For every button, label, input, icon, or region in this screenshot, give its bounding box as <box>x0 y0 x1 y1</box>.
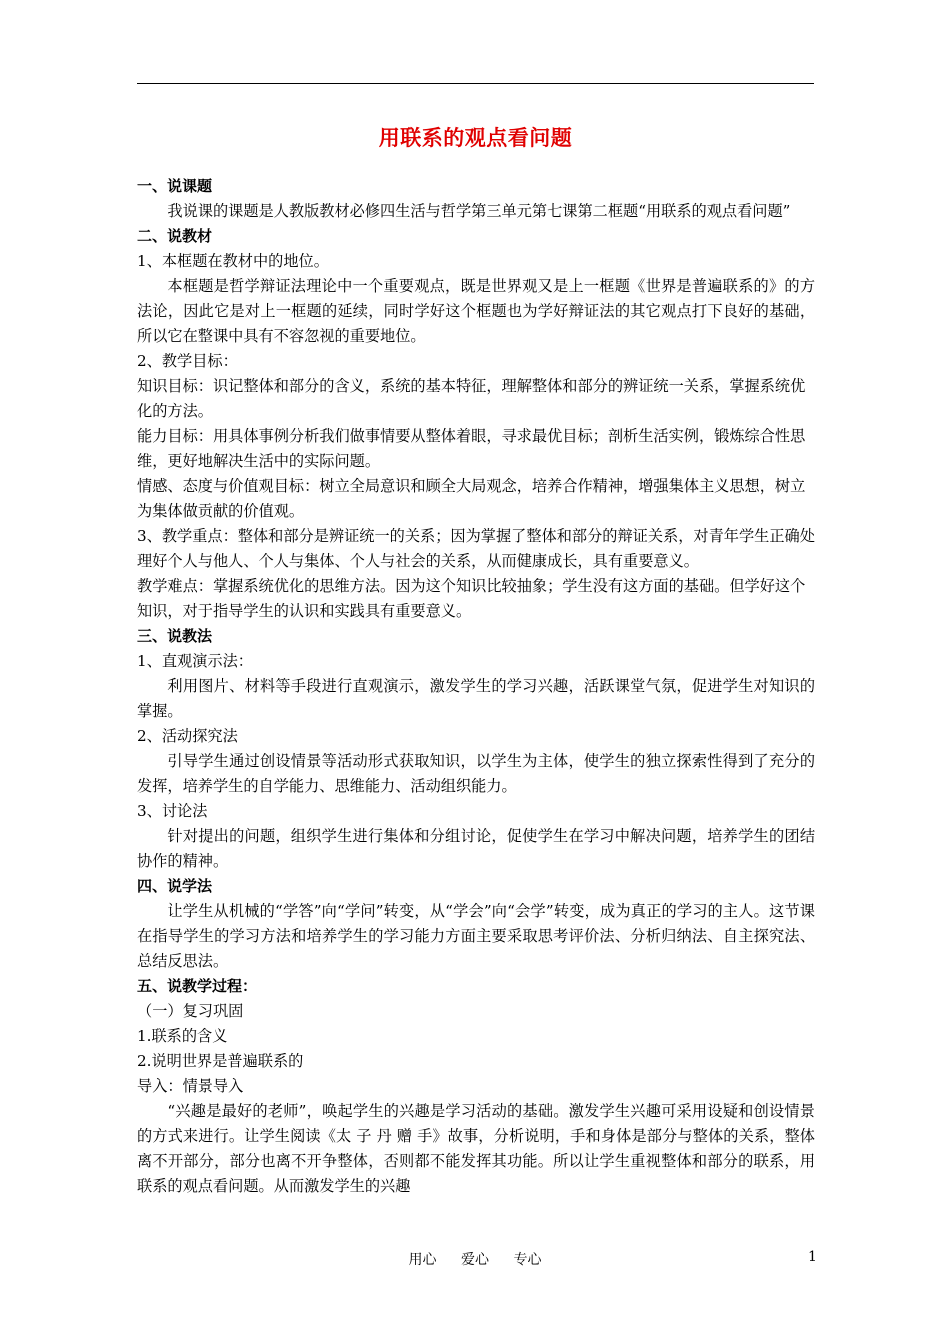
paragraph: 2、教学目标： <box>137 352 238 370</box>
footer-item: 爱心 <box>461 1252 489 1268</box>
section-heading: 三、说教法 <box>137 627 213 645</box>
paragraph: 利用图片、材料等手段进行直观演示，激发学生的学习兴趣，活跃课堂气氛，促进学生对知识的掌握。 <box>137 677 815 720</box>
paragraph: 1、直观演示法： <box>137 652 253 670</box>
paragraph: 针对提出的问题，组织学生进行集体和分组讨论，促使学生在学习中解决问题，培养学生的团结协作的精神。 <box>137 827 815 870</box>
paragraph: 本框题是哲学辩证法理论中一个重要观点，既是世界观又是上一框题《世界是普遍联系的》的方法论，因此它是对上一框题的延续，同时学好这个框题也为学好辩证法的其它观点打下良好的基础，所以它在整课中具有不容忽视的重要地位。 <box>137 277 815 345</box>
paragraph: “兴趣是最好的老师”，唤起学生的兴趣是学习活动的基础。激发学生兴趣可采用设疑和创设情景的方式来进行。让学生阅读《太 子 丹 赠 手》故事，分析说明，手和身体是部分与整体的关系，整体离不开部分，部分也离不开争整体，否则都不能发挥其功能。所以让学生重视整体和部分的联系，用联系的观点看问题。从而激发学生的兴趣 <box>137 1102 815 1195</box>
paragraph: 情感、态度与价值观目标：树立全局意识和顾全大局观念，培养合作精神，增强集体主义思想，树立为集体做贡献的价值观。 <box>137 477 806 520</box>
paragraph: 知识目标：识记整体和部分的含义，系统的基本特征，理解整体和部分的辨证统一关系，掌握系统优化的方法。 <box>137 377 806 420</box>
paragraph: 2.说明世界是普遍联系的 <box>137 1052 304 1070</box>
paragraph: 我说课的课题是人教版教材必修四生活与哲学第三单元第七课第二框题“用联系的观点看问题” <box>167 202 791 220</box>
footer-item: 专心 <box>513 1252 542 1268</box>
paragraph: 能力目标：用具体事例分析我们做事情要从整体着眼，寻求最优目标；剖析生活实例，锻炼综合性思维，更好地解决生活中的实际问题。 <box>137 427 806 470</box>
paragraph: 3、讨论法 <box>137 802 208 820</box>
paragraph: 1.联系的含义 <box>137 1027 228 1045</box>
paragraph: 2、活动探究法 <box>137 727 238 745</box>
paragraph: 教学难点：掌握系统优化的思维方法。因为这个知识比较抽象；学生没有这方面的基础。但学好这个知识，对于指导学生的认识和实践具有重要意义。 <box>137 577 806 620</box>
header-rule <box>137 83 814 84</box>
section-heading: 一、说课题 <box>137 177 213 195</box>
paragraph: （一）复习巩固 <box>137 1002 244 1020</box>
paragraph: 3、教学重点：整体和部分是辨证统一的关系；因为掌握了整体和部分的辩证关系，对青年学生正确处理好个人与他人、个人与集体、个人与社会的关系，从而健康成长，具有重要意义。 <box>137 527 815 570</box>
page-number: 1 <box>808 1249 817 1265</box>
footer-item: 用心 <box>408 1252 437 1268</box>
paragraph: 1、本框题在教材中的地位。 <box>137 252 329 270</box>
paragraph: 引导学生通过创设情景等活动形式获取知识，以学生为主体，使学生的独立探索性得到了充分的发挥，培养学生的自学能力、思维能力、活动组织能力。 <box>137 752 815 795</box>
document-body <box>137 174 815 1199</box>
section-heading: 二、说教材 <box>137 227 213 245</box>
paragraph: 导入：情景导入 <box>137 1077 244 1095</box>
section-heading: 五、说教学过程： <box>137 977 258 995</box>
section-heading: 四、说学法 <box>137 877 213 895</box>
paragraph: 让学生从机械的“学答”向“学问”转变，从“学会”向“会学”转变，成为真正的学习的主人。这节课在指导学生的学习方法和培养学生的学习能力方面主要采取思考评价法、分析归纳法、自主探究法、总结反思法。 <box>137 902 815 970</box>
document-title: 用联系的观点看问题 <box>378 126 573 150</box>
